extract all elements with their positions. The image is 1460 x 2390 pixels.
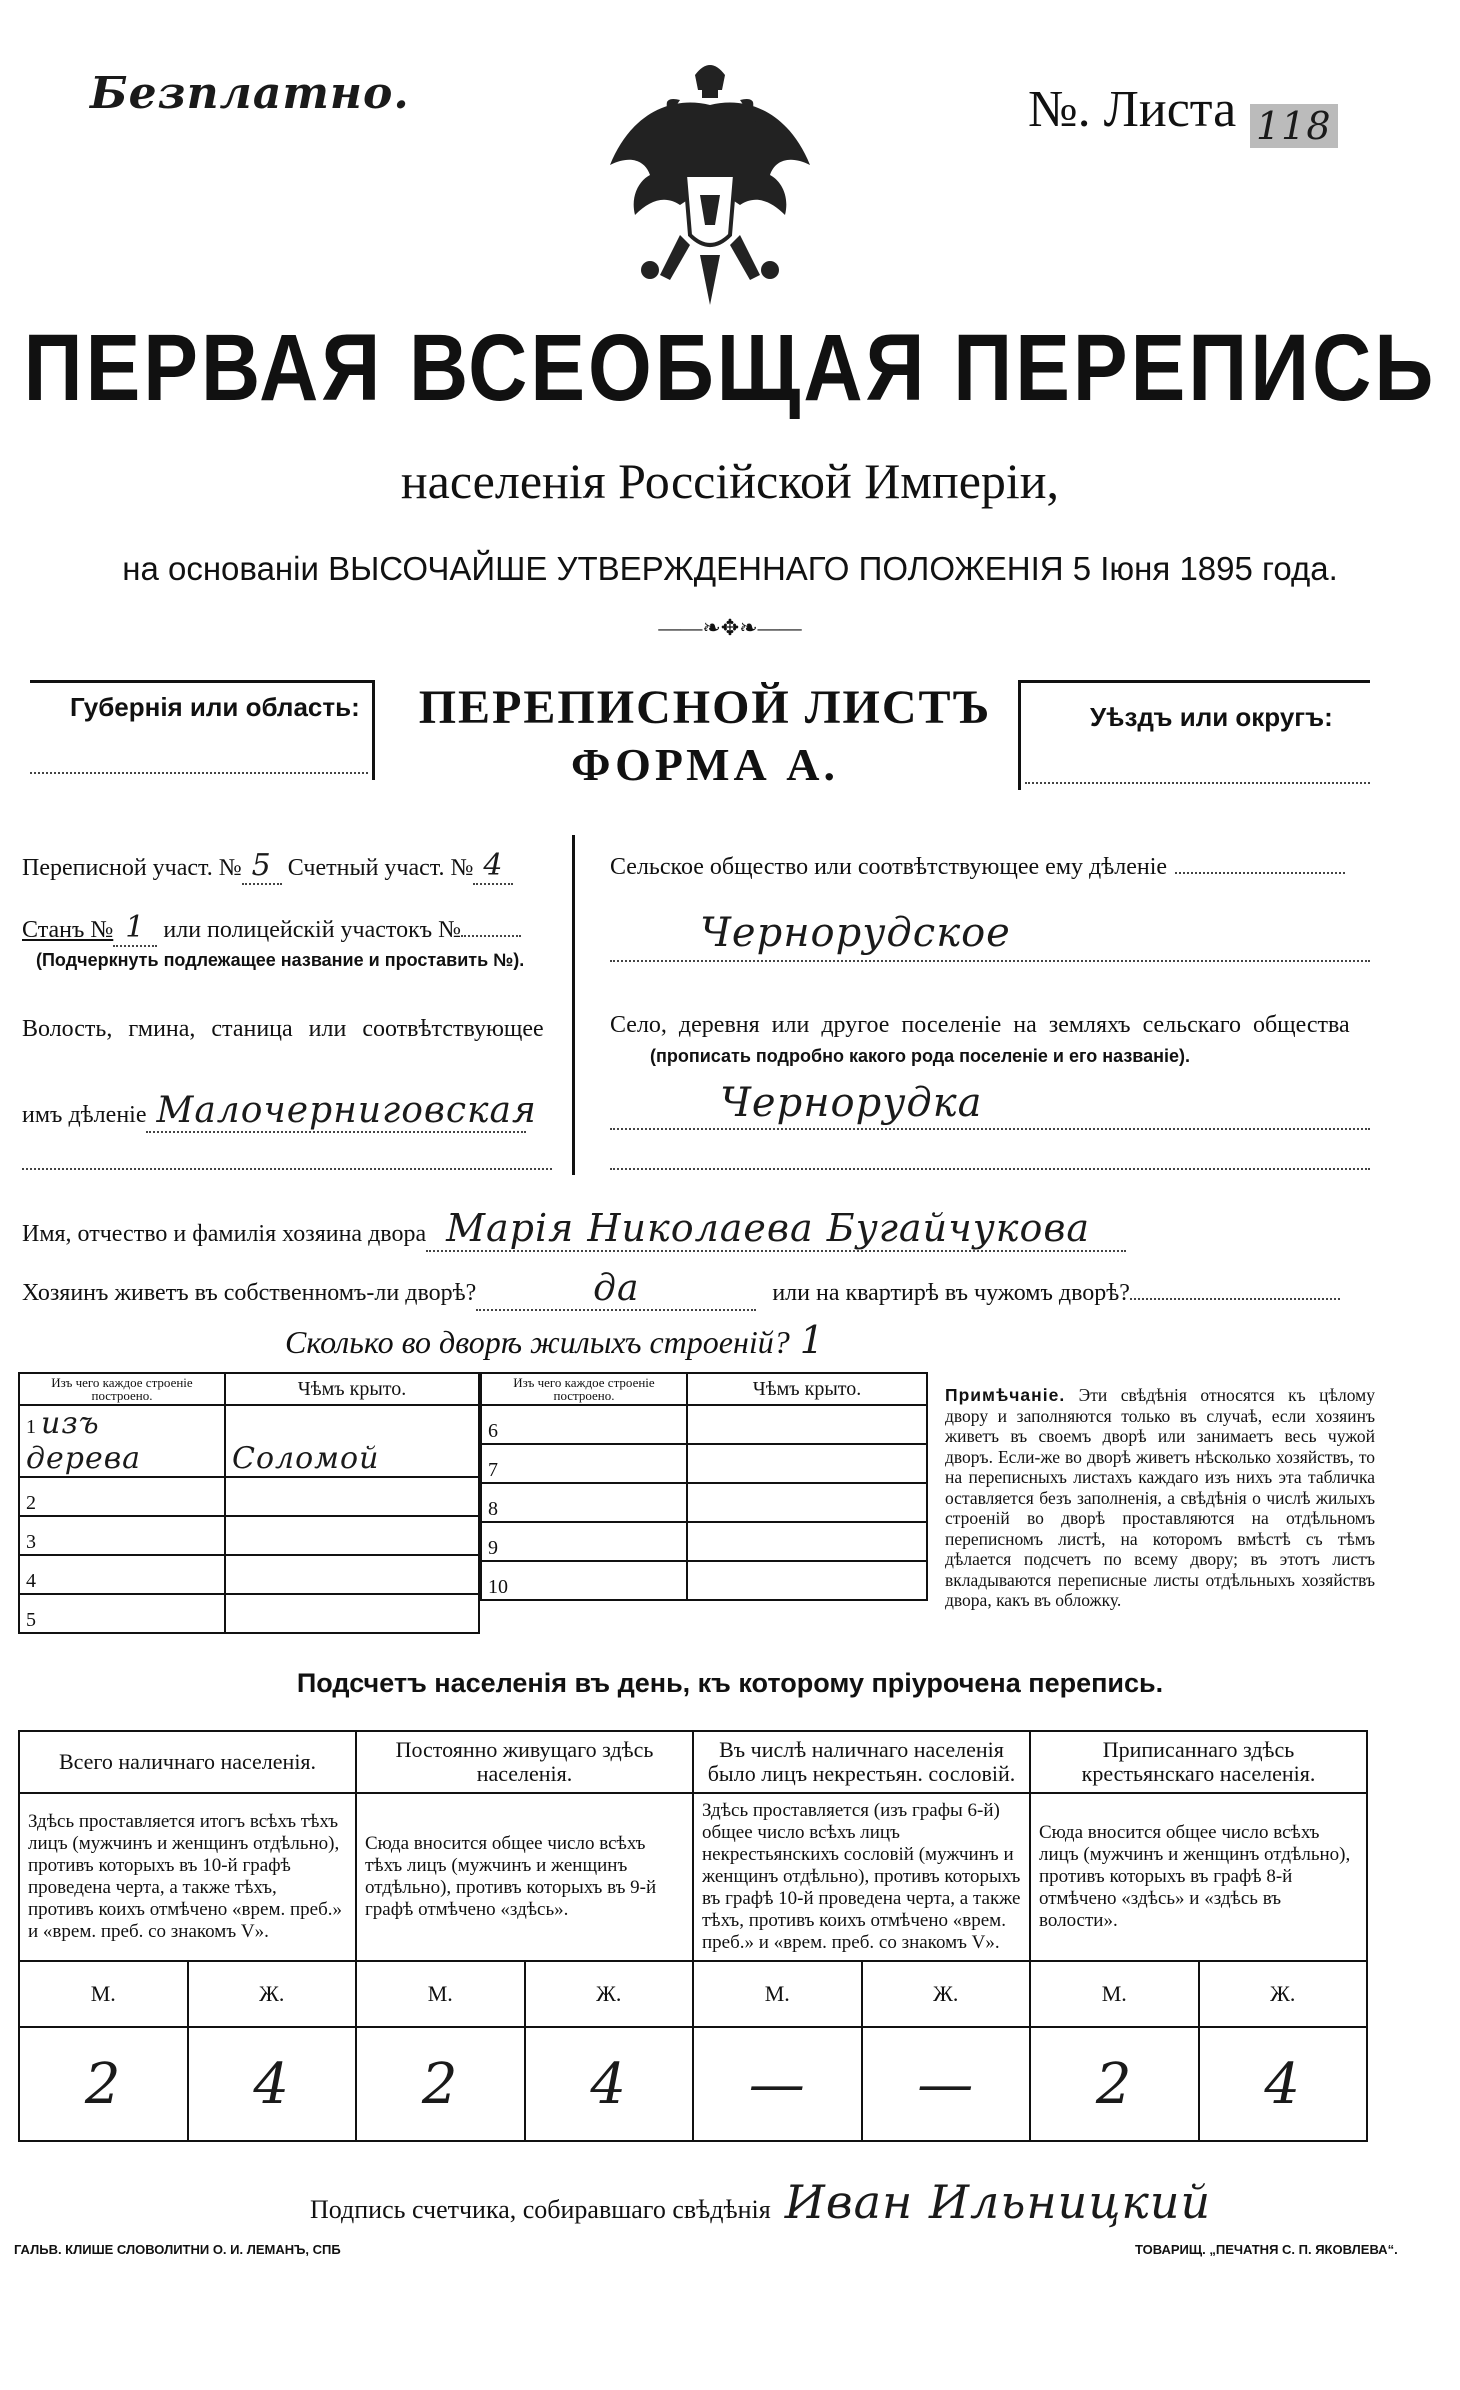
count-value: —	[693, 2027, 862, 2141]
printer-right: ТОВАРИЩ. „ПЕЧАТНЯ С. П. ЯКОВЛЕВА“.	[1135, 2242, 1398, 2257]
male-label: М.	[693, 1961, 862, 2027]
built-col-header: Изъ чего каждое строеніе построено.	[19, 1373, 225, 1405]
census-district-value: 5	[242, 848, 282, 885]
count-value: 2	[356, 2027, 525, 2141]
count-value: 4	[188, 2027, 357, 2141]
desc-total-present: Здѣсь проставляется итогъ всѣхъ тѣхъ лицъ (мужчинъ и женщинъ отдѣльно), противъ которыхъ въ 10-й графѣ проведена черта, а также тѣхъ, противъ коихъ отмѣчено «врем. преб.» и «врем. преб. со знакомъ V».	[19, 1793, 356, 1961]
stan-value: 1	[113, 910, 157, 947]
desc-non-peasant: Здѣсь проставляется (изъ графы 6-й) общее число всѣхъ лицъ некрестьянскихъ сословій (мужчинъ и женщинъ отдѣльно), противъ которыхъ въ графѣ 10-й проведена черта, а также тѣхъ, противъ коихъ отмѣчено «врем. преб.» и «врем. преб. со знакомъ V».	[693, 1793, 1030, 1961]
desc-registered-peasant: Сюда вносится общее число всѣхъ лицъ (мужчинъ и женщинъ отдѣльно), противъ которыхъ въ графѣ 8-й отмѣчено «здѣсь» и «здѣсь въ волости».	[1030, 1793, 1367, 1961]
population-count-table	[18, 1730, 1368, 2142]
owner-name-label: Имя, отчество и фамилія хозяина двора	[22, 1221, 427, 1247]
ornament-divider: ——❧✥❧——	[658, 615, 802, 640]
sheet-number-label: №. Листа	[1028, 81, 1237, 138]
stan-row	[22, 910, 521, 945]
col-non-peasant: Въ числѣ наличнаго населенія было лицъ некрестьян. сословій.	[693, 1731, 1030, 1793]
buildings-value: 1	[799, 1318, 825, 1362]
female-label: Ж.	[525, 1961, 694, 2027]
table-row: 1 изъ дерева Соломой	[19, 1405, 479, 1477]
female-label: Ж.	[1199, 1961, 1368, 2027]
desc-permanent: Сюда вносится общее число всѣхъ тѣхъ лицъ (мужчинъ и женщинъ отдѣльно), противъ которыхъ въ 9-й графѣ отмѣчено «здѣсь».	[356, 1793, 693, 1961]
female-label: Ж.	[188, 1961, 357, 2027]
count-value: —	[862, 2027, 1031, 2141]
own-yard-row	[22, 1268, 1340, 1311]
main-title: ПЕРВАЯ ВСЕОБЩАЯ ПЕРЕПИСЬ	[23, 316, 1437, 421]
note-text: Эти свѣдѣнія относятся къ цѣлому двору и заполняются только въ случаѣ, если хозяинъ живетъ въ своемъ дворѣ или занимаетъ весь чужой дворъ. Если-же во дворѣ живетъ нѣсколько хозяйствъ, то на переписныхъ листахъ каждаго изъ нихъ эта табличка оставляется безъ заполненія, а свѣдѣнія о числѣ жилыхъ строеній во дворѣ проставляются на отдѣльномъ переписномъ листѣ, на которомъ вмѣстѣ съ тѣмъ дѣлается подсчетъ по всему двору; въ этотъ листъ вкладываются переписные листы отдѣльныхъ хозяйствъ двора, какъ въ обложку.	[945, 1385, 1375, 1610]
count-district-value: 4	[473, 848, 513, 885]
building-material-cell: изъ дерева	[26, 1406, 142, 1476]
count-section-title: Подсчетъ населенія въ день, къ которому пріурочена перепись.	[296, 1668, 1164, 1698]
col-total-present: Всего наличнаго населенія.	[19, 1731, 356, 1793]
society-row	[610, 854, 1345, 881]
note-block	[945, 1385, 1375, 1611]
uezd-label: Уѣздъ или округъ:	[1090, 702, 1333, 732]
volost-label-2: имъ дѣленіе	[22, 1102, 147, 1128]
form-label: ФОРМА А.	[571, 739, 839, 790]
col-registered-peasant: Приписаннаго здѣсь крестьянскаго населенія.	[1030, 1731, 1367, 1793]
own-yard-value: да	[476, 1268, 756, 1311]
count-district-label: Счетный участ. №	[287, 855, 474, 881]
buildings-table-left	[18, 1372, 480, 1634]
society-value: Чернорудское	[700, 910, 1011, 956]
buildings-label: Сколько во дворѣ жилыхъ строеній?	[285, 1324, 790, 1360]
legal-basis: на основаніи ВЫСОЧАЙШЕ УТВЕРЖДЕННАГО ПОЛОЖЕНІЯ 5 Іюня 1895 года.	[122, 550, 1338, 587]
male-label: М.	[19, 1961, 188, 2027]
table-row: 3	[19, 1516, 479, 1555]
society-label: Сельское общество или соотвѣтствующее ему дѣленіе	[610, 854, 1168, 880]
built-col-header-2: Изъ чего каждое строеніе построено.	[481, 1373, 687, 1405]
underline-note: (Подчеркнуть подлежащее название и проставить №).	[36, 950, 525, 970]
buildings-row	[285, 1318, 825, 1362]
male-label: М.	[1030, 1961, 1199, 2027]
count-value: 4	[525, 2027, 694, 2141]
female-label: Ж.	[862, 1961, 1031, 2027]
count-value: 4	[1199, 2027, 1368, 2141]
sheet-number-value: 118	[1250, 104, 1338, 148]
male-label: М.	[356, 1961, 525, 2027]
roof-col-header: Чѣмъ крыто.	[225, 1373, 479, 1405]
police-label: или полицейскій участокъ №	[163, 917, 462, 943]
village-note: (прописать подробно какого рода поселеніе и его названіе).	[650, 1046, 1191, 1066]
table-row: 4	[19, 1555, 479, 1594]
table-row: 8	[481, 1483, 927, 1522]
signature-value: Иван Ильницкий	[784, 2175, 1212, 2229]
free-label: Безплатно.	[90, 68, 410, 119]
census-district-row	[22, 848, 513, 883]
own-yard-label: Хозяинъ живетъ въ собственномъ-ли дворѣ?	[22, 1280, 477, 1306]
volost-row	[22, 1090, 537, 1133]
subtitle: населенія Россійской Имперіи,	[400, 453, 1060, 509]
table-row: 7	[481, 1444, 927, 1483]
note-title: Примѣчаніе.	[945, 1385, 1066, 1405]
table-row: 6	[481, 1405, 927, 1444]
imperial-eagle-emblem	[590, 55, 830, 315]
count-value: 2	[1030, 2027, 1199, 2141]
apartment-label: или на квартирѣ въ чужомъ дворѣ?	[772, 1280, 1130, 1306]
signature-row	[310, 2175, 1211, 2229]
gubernia-label: Губернія или область:	[70, 692, 360, 722]
census-district-label: Переписной участ. №	[22, 855, 242, 881]
count-value: 2	[19, 2027, 188, 2141]
owner-name-value: Марія Николаева Бугайчукова	[426, 1206, 1126, 1252]
sheet-title: ПЕРЕПИСНОЙ ЛИСТЪ	[418, 681, 992, 734]
volost-value: Малочерниговская	[146, 1090, 526, 1133]
volost-label: Волость, гмина, станица или соотвѣтствующее	[22, 1016, 544, 1042]
signature-label: Подпись счетчика, собиравшаго свѣдѣнія	[310, 2195, 771, 2224]
table-row: 9	[481, 1522, 927, 1561]
buildings-table-right	[480, 1372, 928, 1601]
village-value: Чернорудка	[720, 1080, 983, 1126]
table-row: 10	[481, 1561, 927, 1600]
village-label: Село, деревня или другое поселеніе на земляхъ сельскаго общества	[610, 1012, 1350, 1038]
table-row: 5	[19, 1594, 479, 1633]
roof-material-cell: Соломой	[225, 1405, 479, 1477]
roof-col-header-2: Чѣмъ крыто.	[687, 1373, 927, 1405]
table-row: 2	[19, 1477, 479, 1516]
stan-label: Станъ №	[22, 917, 114, 943]
printer-left: ГАЛЬВ. КЛИШЕ СЛОВОЛИТНИ О. И. ЛЕМАНЪ, СПБ	[14, 2242, 341, 2257]
col-permanent: Постоянно живущаго здѣсь населенія.	[356, 1731, 693, 1793]
owner-name-row	[22, 1206, 1382, 1252]
